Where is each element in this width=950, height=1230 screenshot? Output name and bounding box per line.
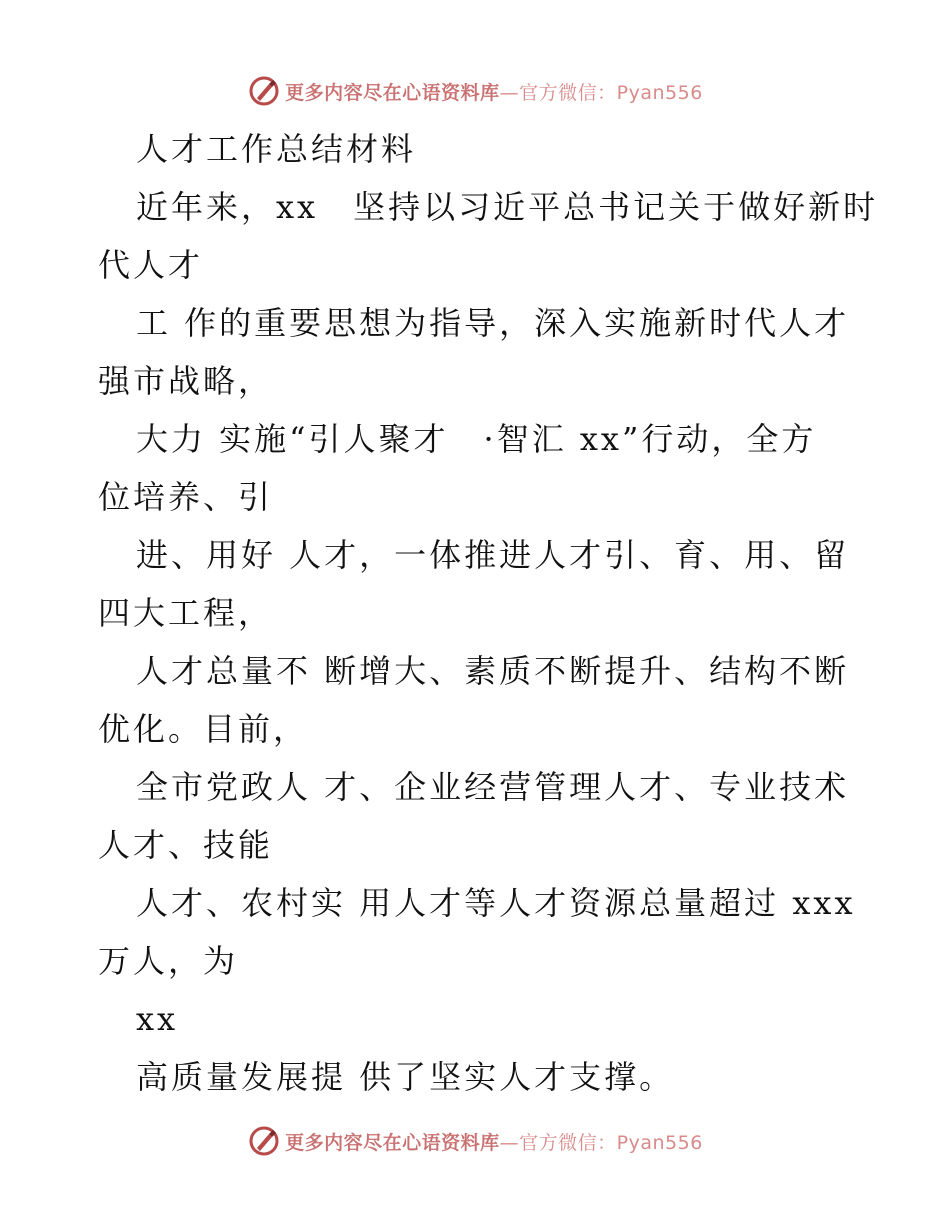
- header-banner-inner: [247, 74, 703, 108]
- paragraph-line: 人才、农村实 用人才等人才资源总量超过 xxx: [136, 884, 856, 922]
- paragraph-line: 优化。目前，: [98, 710, 309, 748]
- footer-banner-inner: [247, 1124, 703, 1158]
- banner-bold-text: 更多内容尽在心语资料库: [285, 1131, 500, 1154]
- paragraph-line: 进、用好 人才，一体推进人才引、育、用、留: [136, 536, 850, 574]
- document-body: [98, 120, 879, 1106]
- paragraph-line: xx: [136, 1000, 179, 1038]
- banner-bold-text: 更多内容尽在心语资料库: [285, 81, 500, 104]
- paragraph-line: 全市党政人 才、企业经营管理人才、专业技术: [136, 768, 850, 806]
- paragraph-line: 万人，为: [98, 942, 239, 980]
- paragraph-line: 人才、技能: [98, 826, 274, 864]
- banner-light-text: —官方微信：Pyan556: [499, 1131, 703, 1154]
- footer-banner: [0, 1121, 950, 1161]
- paragraph-line: 人才工作总结材料: [136, 130, 417, 168]
- pen-logo-icon: [247, 74, 281, 108]
- paragraph-line: 位培养、引: [98, 478, 274, 516]
- paragraph-line: 工 作的重要思想为指导，深入实施新时代人才: [136, 304, 850, 342]
- banner-text: [285, 1128, 703, 1155]
- paragraph-line: 大力 实施“引人聚才 ·智汇 xx”行动，全方: [136, 420, 817, 458]
- paragraph-line: 代人才: [98, 246, 204, 284]
- paragraph-line: 高质量发展提 供了坚实人才支撑。: [136, 1058, 675, 1096]
- banner-text: [285, 78, 703, 105]
- paragraph-line: 四大工程，: [98, 594, 274, 632]
- banner-light-text: —官方微信：Pyan556: [499, 81, 703, 104]
- paragraph-line: 近年来，xx 坚持以习近平总书记关于做好新时: [136, 188, 879, 226]
- paragraph-line: 强市战略，: [98, 362, 274, 400]
- paragraph-line: 人才总量不 断增大、素质不断提升、结构不断: [136, 652, 850, 690]
- header-banner: [0, 71, 950, 111]
- pen-logo-icon: [247, 1124, 281, 1158]
